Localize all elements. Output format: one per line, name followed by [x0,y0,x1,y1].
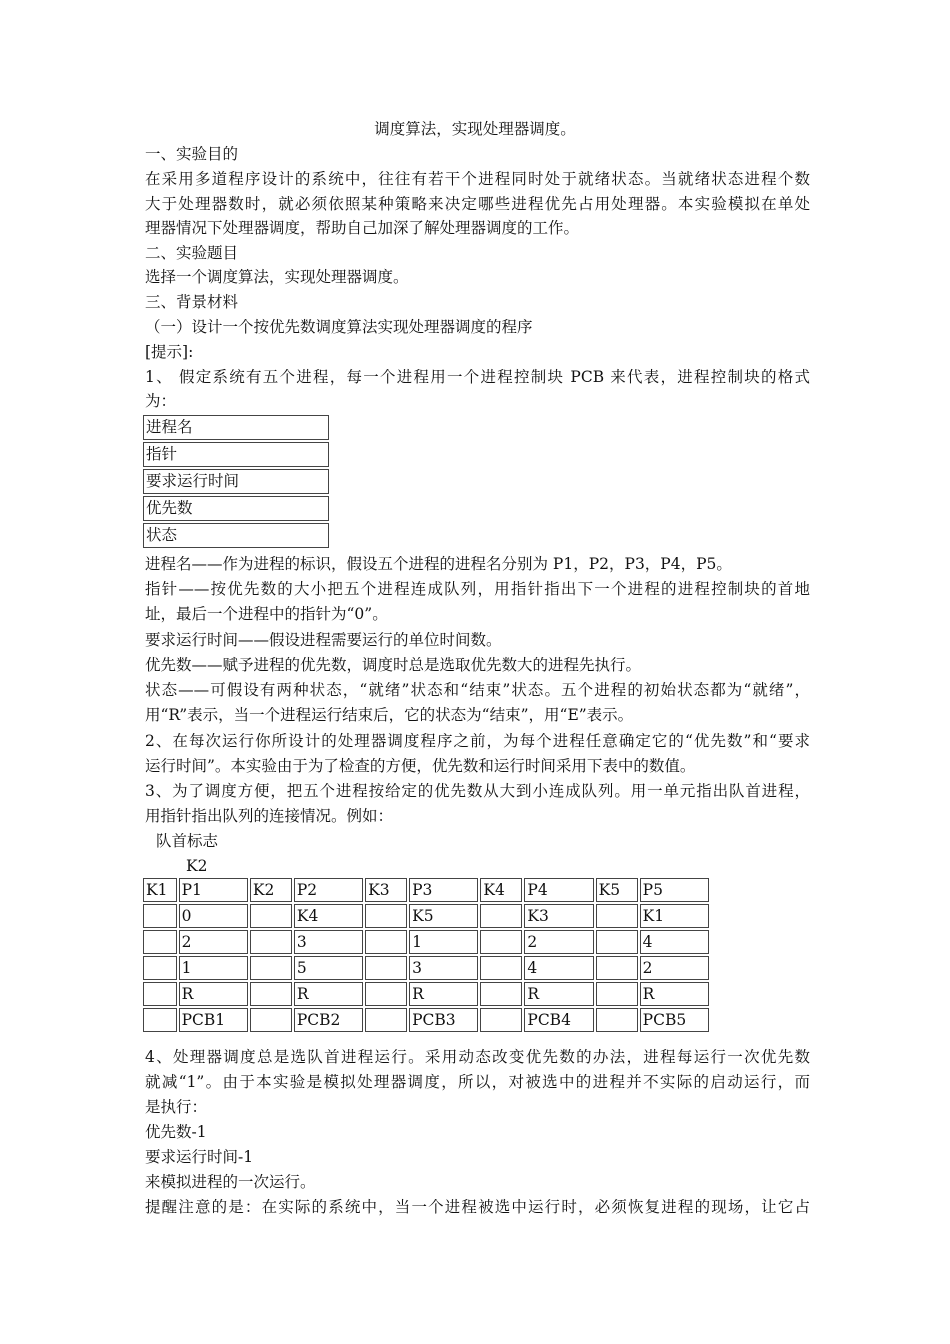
table-cell [480,904,522,928]
table-cell: 3 [409,956,478,980]
table-cell [365,956,407,980]
table-cell: K5 [409,904,478,928]
table-cell [480,930,522,954]
table-cell: P1 [179,878,248,902]
paragraph-line: 在采用多道程序设计的系统中，往往有若干个进程同时处于就绪状态。当就绪状态进程个数 [145,170,810,188]
table-cell [365,930,407,954]
table-cell [596,1008,638,1032]
queue-head-value: K2 [186,857,208,875]
table-cell: K1 [640,904,709,928]
table-cell: 1 [179,956,248,980]
table-cell [143,1008,177,1032]
table-cell: 4 [524,956,593,980]
table-cell: 3 [294,930,363,954]
table-row [143,904,709,928]
table-cell: PCB3 [409,1008,478,1032]
table-cell: K1 [143,878,177,902]
paragraph-line: 为： [145,392,177,410]
paragraph-line: 优先数——赋予进程的优先数，调度时总是选取优先数大的进程先执行。 [145,656,642,674]
table-cell [596,904,638,928]
table-cell: P5 [640,878,709,902]
paragraph-line: 理器情况下处理器调度，帮助自己加深了解处理器调度的工作。 [145,219,580,237]
table-cell: 0 [179,904,248,928]
queue-table [141,876,711,1034]
paragraph-line: 大于处理器数时，就必须依照某种策略来决定哪些进程优先占用处理器。本实验模拟在单处 [145,195,810,213]
table-cell: R [294,982,363,1006]
table-row [143,523,329,548]
table-row [143,956,709,980]
table-cell: 进程名 [143,415,329,440]
table-cell: K4 [294,904,363,928]
table-cell [365,982,407,1006]
table-cell: K2 [250,878,292,902]
table-cell [143,930,177,954]
table-cell: PCB1 [179,1008,248,1032]
table-cell [596,982,638,1006]
table-cell: R [640,982,709,1006]
paragraph-line: 就减“1”。由于本实验是模拟处理器调度，所以，对被选中的进程并不实际的启动运行，而 [145,1073,810,1091]
table-cell: 2 [179,930,248,954]
table-cell [250,956,292,980]
table-row [143,930,709,954]
table-row [143,415,329,440]
table-cell [143,956,177,980]
paragraph-line: 提醒注意的是：在实际的系统中，当一个进程被选中运行时，必须恢复进程的现场，让它占 [145,1198,810,1216]
table-row [143,982,709,1006]
table-cell: R [524,982,593,1006]
table-cell: 状态 [143,523,329,548]
table-cell [480,982,522,1006]
table-cell: P3 [409,878,478,902]
table-cell: P4 [524,878,593,902]
paragraph-line: 状态——可假设有两种状态，“就绪”状态和“结束”状态。五个进程的初始状态都为“就绪”， [145,681,810,699]
table-row [143,878,709,902]
table-cell: K4 [480,878,522,902]
table-cell [143,904,177,928]
document-title: 调度算法，实现处理器调度。 [374,120,576,138]
table-cell: 指针 [143,442,329,467]
paragraph-line: 是执行： [145,1098,208,1116]
section-heading-topic: 二、实验题目 [145,244,239,262]
hint-label: [提示]: [145,343,194,361]
paragraph-line: 指针——按优先数的大小把五个进程连成队列，用指针指出下一个进程的进程控制块的首地 [145,580,810,598]
paragraph-line: 优先数-1 [145,1123,207,1141]
paragraph-line: 选择一个调度算法，实现处理器调度。 [145,268,409,286]
table-row [143,496,329,521]
paragraph-line: 用指针指出队列的连接情况。例如： [145,807,394,825]
table-cell [480,956,522,980]
table-cell: 4 [640,930,709,954]
subsection-heading: （一）设计一个按优先数调度算法实现处理器调度的程序 [145,318,533,336]
table-cell: 优先数 [143,496,329,521]
table-row [143,469,329,494]
table-cell: P2 [294,878,363,902]
paragraph-line: 3、为了调度方便，把五个进程按给定的优先数从大到小连成队列。用一单元指出队首进程， [145,782,810,800]
table-cell: K3 [524,904,593,928]
table-cell [365,904,407,928]
table-row [143,1008,709,1032]
paragraph-line: 4、处理器调度总是选队首进程运行。采用动态改变优先数的办法，进程每运行一次优先数 [145,1048,810,1066]
table-cell: 1 [409,930,478,954]
table-cell [250,904,292,928]
table-cell: R [409,982,478,1006]
table-cell [596,930,638,954]
paragraph-line: 来模拟进程的一次运行。 [145,1173,316,1191]
section-heading-purpose: 一、实验目的 [145,145,239,163]
table-cell [143,982,177,1006]
table-cell [250,930,292,954]
paragraph-line: 进程名——作为进程的标识，假设五个进程的进程名分别为 P1，P2，P3，P4，P5。 [145,555,732,573]
table-cell: 5 [294,956,363,980]
pcb-format-table [141,413,331,550]
table-row [143,442,329,467]
paragraph-line: 用“R”表示，当一个进程运行结束后，它的状态为“结束”，用“E”表示。 [145,706,634,724]
paragraph-line: 址，最后一个进程中的指针为“0”。 [145,605,388,623]
table-cell: PCB4 [524,1008,593,1032]
paragraph-line: 2、在每次运行你所设计的处理器调度程序之前，为每个进程任意确定它的“优先数”和“要求 [145,732,810,750]
paragraph-line: 1、 假定系统有五个进程，每一个进程用一个进程控制块 PCB 来代表，进程控制块的格式 [145,368,810,386]
table-cell [250,982,292,1006]
table-cell: PCB2 [294,1008,363,1032]
table-cell: R [179,982,248,1006]
table-cell [365,1008,407,1032]
table-cell: K5 [596,878,638,902]
table-cell: 2 [640,956,709,980]
table-cell [250,1008,292,1032]
table-cell [480,1008,522,1032]
paragraph-line: 要求运行时间-1 [145,1148,254,1166]
paragraph-line: 要求运行时间——假设进程需要运行的单位时间数。 [145,631,502,649]
paragraph-line: 运行时间”。本实验由于为了检查的方便，优先数和运行时间采用下表中的数值。 [145,757,696,775]
table-cell: 要求运行时间 [143,469,329,494]
table-cell: 2 [524,930,593,954]
table-cell: PCB5 [640,1008,709,1032]
table-cell [596,956,638,980]
queue-head-label: 队首标志 [156,832,219,850]
section-heading-background: 三、背景材料 [145,293,239,311]
table-cell: K3 [365,878,407,902]
